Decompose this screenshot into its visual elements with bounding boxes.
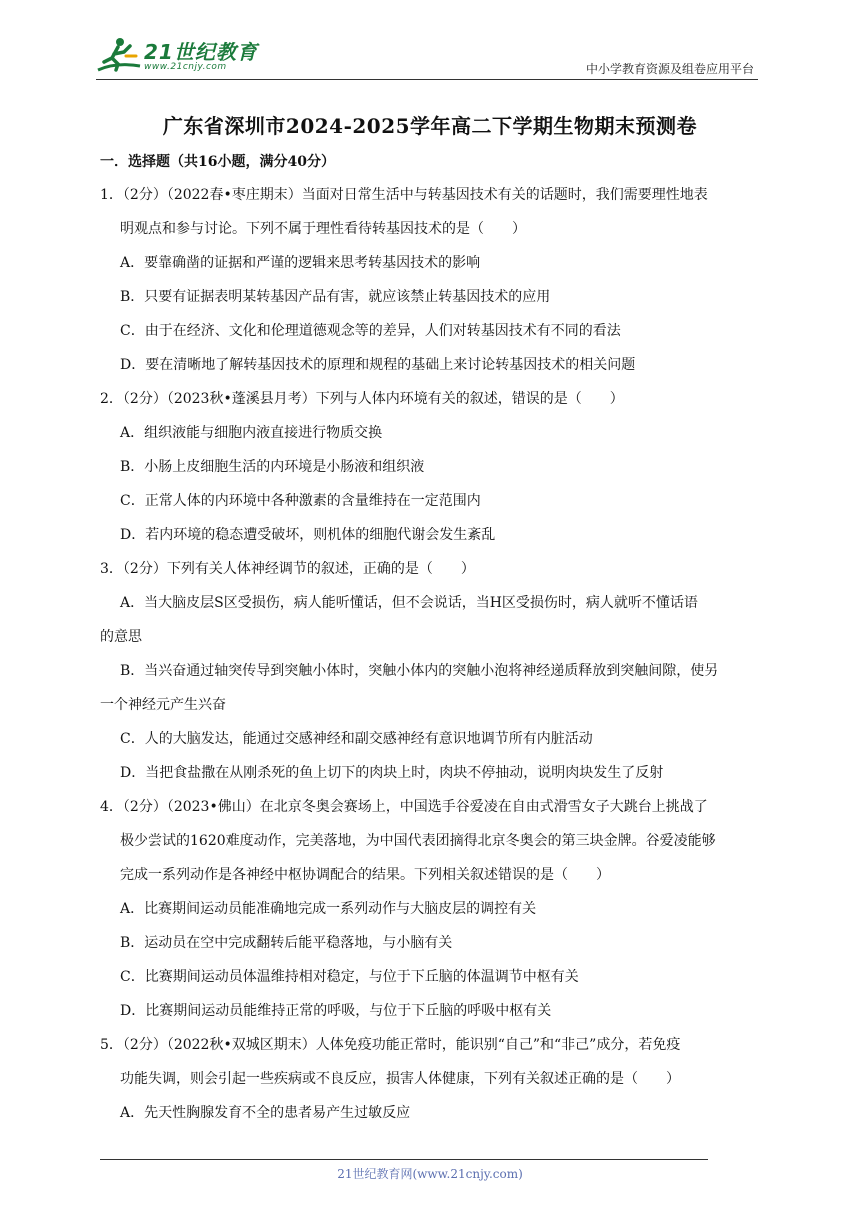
- answer-option: B．运动员在空中完成翻转后能平稳落地，与小脑有关: [120, 935, 453, 951]
- header-divider: [96, 79, 758, 80]
- footer-divider: [100, 1159, 708, 1160]
- answer-option: B．小肠上皮细胞生活的内环境是小肠液和组织液: [120, 459, 425, 475]
- question-text-line: 4．（2分）（2023•佛山）在北京冬奥会赛场上，中国选手谷爱凌在自由式滑雪女子大跳台上挑战了: [100, 799, 708, 815]
- question-text-line: 5．（2分）（2022秋•双城区期末）人体免疫功能正常时，能识别“自己”和“非己”成分，若免疫: [100, 1037, 681, 1053]
- platform-name: 中小学教育资源及组卷应用平台: [585, 62, 754, 76]
- section-heading: 一．选择题（共16小题，满分40分）: [100, 154, 335, 170]
- page-header: [96, 34, 758, 80]
- answer-option: A．要靠确凿的证据和严谨的逻辑来思考转基因技术的影响: [120, 255, 481, 271]
- answer-option: A．比赛期间运动员能准确地完成一系列动作与大脑皮层的调控有关: [120, 901, 537, 917]
- document-title: 广东省深圳市2024-2025学年高二下学期生物期末预测卷: [162, 114, 698, 138]
- answer-option: B．只要有证据表明某转基因产品有害，就应该禁止转基因技术的应用: [120, 289, 551, 305]
- question-text-line: 的意思: [100, 629, 142, 645]
- answer-option: A．先天性胸腺发育不全的患者易产生过敏反应: [120, 1105, 411, 1121]
- question-text-line: 1．（2分）（2022春•枣庄期末）当面对日常生活中与转基因技术有关的话题时，我们需要理性地表: [100, 187, 708, 203]
- answer-option: A．当大脑皮层S区受损伤，病人能听懂话，但不会说话，当H区受损伤时，病人就听不懂话语: [120, 595, 698, 611]
- question-text-line: 明观点和参与讨论。下列不属于理性看待转基因技术的是（ ）: [120, 221, 526, 237]
- answer-option: B．当兴奋通过轴突传导到突触小体时，突触小体内的突触小泡将神经递质释放到突触间隙，使另: [120, 663, 719, 679]
- runner-logo-icon: [96, 36, 142, 76]
- question-text-line: 极少尝试的1620难度动作，完美落地，为中国代表团摘得北京冬奥会的第三块金牌。谷爱凌能够: [120, 833, 716, 849]
- question-text-line: 完成一系列动作是各神经中枢协调配合的结果。下列相关叙述错误的是（ ）: [120, 867, 610, 883]
- answer-option: C．由于在经济、文化和伦理道德观念等的差异，人们对转基因技术有不同的看法: [120, 323, 621, 339]
- site-logo: [96, 34, 266, 80]
- answer-option: D．当把食盐撒在从刚杀死的鱼上切下的肉块上时，肉块不停抽动，说明肉块发生了反射: [120, 765, 664, 781]
- question-text-line: 3．（2分）下列有关人体神经调节的叙述，正确的是（ ）: [100, 561, 475, 577]
- answer-option: D．比赛期间运动员能维持正常的呼吸，与位于下丘脑的呼吸中枢有关: [120, 1003, 552, 1019]
- question-list: [100, 178, 764, 1130]
- question-text-line: 一个神经元产生兴奋: [100, 697, 226, 713]
- logo-url: www.21cnjy.com: [144, 62, 227, 72]
- answer-option: C．比赛期间运动员体温维持相对稳定，与位于下丘脑的体温调节中枢有关: [120, 969, 579, 985]
- answer-option: D．要在清晰地了解转基因技术的原理和规程的基础上来讨论转基因技术的相关问题: [120, 357, 636, 373]
- question-text-line: 2．（2分）（2023秋•蓬溪县月考）下列与人体内环境有关的叙述，错误的是（ ）: [100, 391, 624, 407]
- logo-text: 21世纪教育: [144, 40, 258, 64]
- question-text-line: 功能失调，则会引起一些疾病或不良反应，损害人体健康，下列有关叙述正确的是（ ）: [120, 1071, 680, 1087]
- answer-option: A．组织液能与细胞内液直接进行物质交换: [120, 425, 383, 441]
- answer-option: D．若内环境的稳态遭受破坏，则机体的细胞代谢会发生紊乱: [120, 527, 496, 543]
- answer-option: C．人的大脑发达，能通过交感神经和副交感神经有意识地调节所有内脏活动: [120, 731, 593, 747]
- page-footer: 21世纪教育网(www.21cnjy.com): [337, 1167, 523, 1181]
- answer-option: C．正常人体的内环境中各种激素的含量维持在一定范围内: [120, 493, 481, 509]
